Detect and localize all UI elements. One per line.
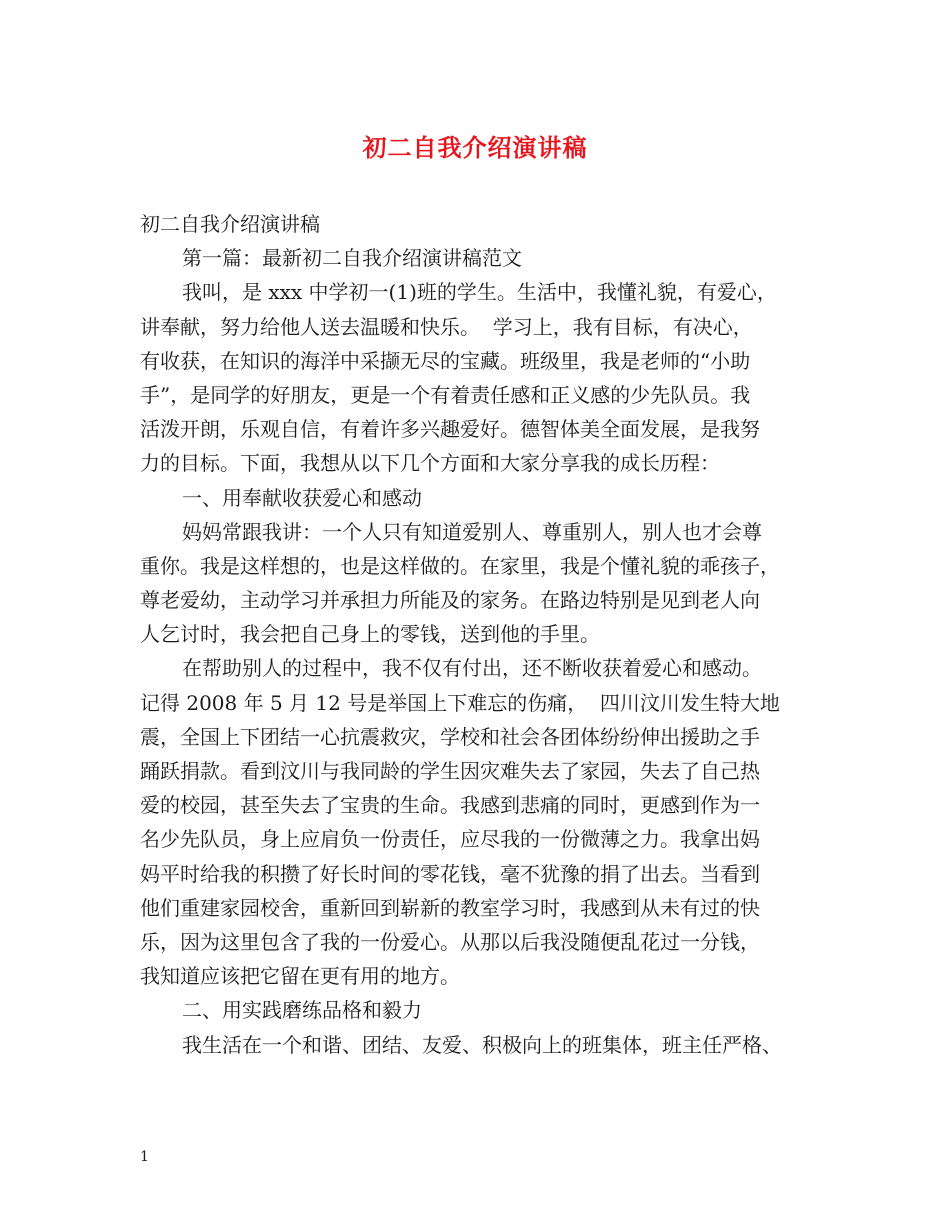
section-heading: 第一篇：最新初二自我介绍演讲稿范文 xyxy=(182,246,522,271)
paragraph-line: 有收获，在知识的海洋中采撷无尽的宝藏。班级里，我是老师的“小助 xyxy=(140,348,751,373)
heading-line: 初二自我介绍演讲稿 xyxy=(140,212,320,236)
document-title: 初二自我介绍演讲稿 xyxy=(362,133,588,162)
paragraph-line: 震，全国上下团结一心抗震救灾，学校和社会各团体纷纷伸出援助之手 xyxy=(140,724,760,749)
section-heading: 二、用实践磨练品格和毅力 xyxy=(182,998,422,1023)
section-heading: 一、用奉献收获爱心和感动 xyxy=(182,485,422,510)
paragraph-line: 名少先队员，身上应肩负一份责任，应尽我的一份微薄之力。我拿出妈 xyxy=(140,827,760,852)
paragraph-line: 重你。我是这样想的，也是这样做的。在家里，我是个懂礼貌的乖孩子， xyxy=(140,553,780,578)
paragraph-line: 爱的校园，甚至失去了宝贵的生命。我感到悲痛的同时，更感到作为一 xyxy=(140,793,760,818)
paragraph-line: 手”，是同学的好朋友，更是一个有着责任感和正义感的少先队员。我 xyxy=(140,382,751,407)
paragraph-line: 人乞讨时，我会把自己身上的零钱，送到他的手里。 xyxy=(140,622,600,647)
paragraph-line: 妈平时给我的积攒了好长时间的零花钱，毫不犹豫的捐了出去。当看到 xyxy=(140,861,760,886)
paragraph-line: 妈妈常跟我讲：一个人只有知道爱别人、尊重别人，别人也才会尊 xyxy=(182,519,762,544)
paragraph-line: 我知道应该把它留在更有用的地方。 xyxy=(140,964,460,989)
document-body xyxy=(140,207,815,1062)
paragraph-line: 我叫，是 xxx 中学初一(1)班的学生。生活中，我懂礼貌，有爱心， xyxy=(182,280,777,305)
paragraph-line: 记得 2008 年 5 月 12 号是举国上下难忘的伤痛， 四川汶川发生特大地 xyxy=(140,690,780,715)
paragraph-line: 乐，因为这里包含了我的一份爱心。从那以后我没随便乱花过一分钱， xyxy=(140,929,760,954)
paragraph-line: 讲奉献，努力给他人送去温暖和快乐。 学习上，我有目标，有决心， xyxy=(140,314,753,339)
paragraph-line: 尊老爱幼，主动学习并承担力所能及的家务。在路边特别是见到老人向 xyxy=(140,588,760,613)
paragraph-line: 他们重建家园校舍，重新回到崭新的教室学习时，我感到从未有过的快 xyxy=(140,895,760,920)
paragraph-line: 活泼开朗，乐观自信，有着许多兴趣爱好。德智体美全面发展，是我努 xyxy=(140,417,760,442)
page-number: 1 xyxy=(140,1149,149,1165)
paragraph-line: 踊跃捐款。看到汶川与我同龄的学生因灾难失去了家园，失去了自己热 xyxy=(140,759,760,783)
paragraph-line: 力的目标。下面，我想从以下几个方面和大家分享我的成长历程： xyxy=(140,451,720,476)
paragraph-line: 在帮助别人的过程中，我不仅有付出，还不断收获着爱心和感动。 xyxy=(182,656,762,681)
paragraph-line: 我生活在一个和谐、团结、友爱、积极向上的班集体，班主任严格、 xyxy=(182,1032,782,1057)
